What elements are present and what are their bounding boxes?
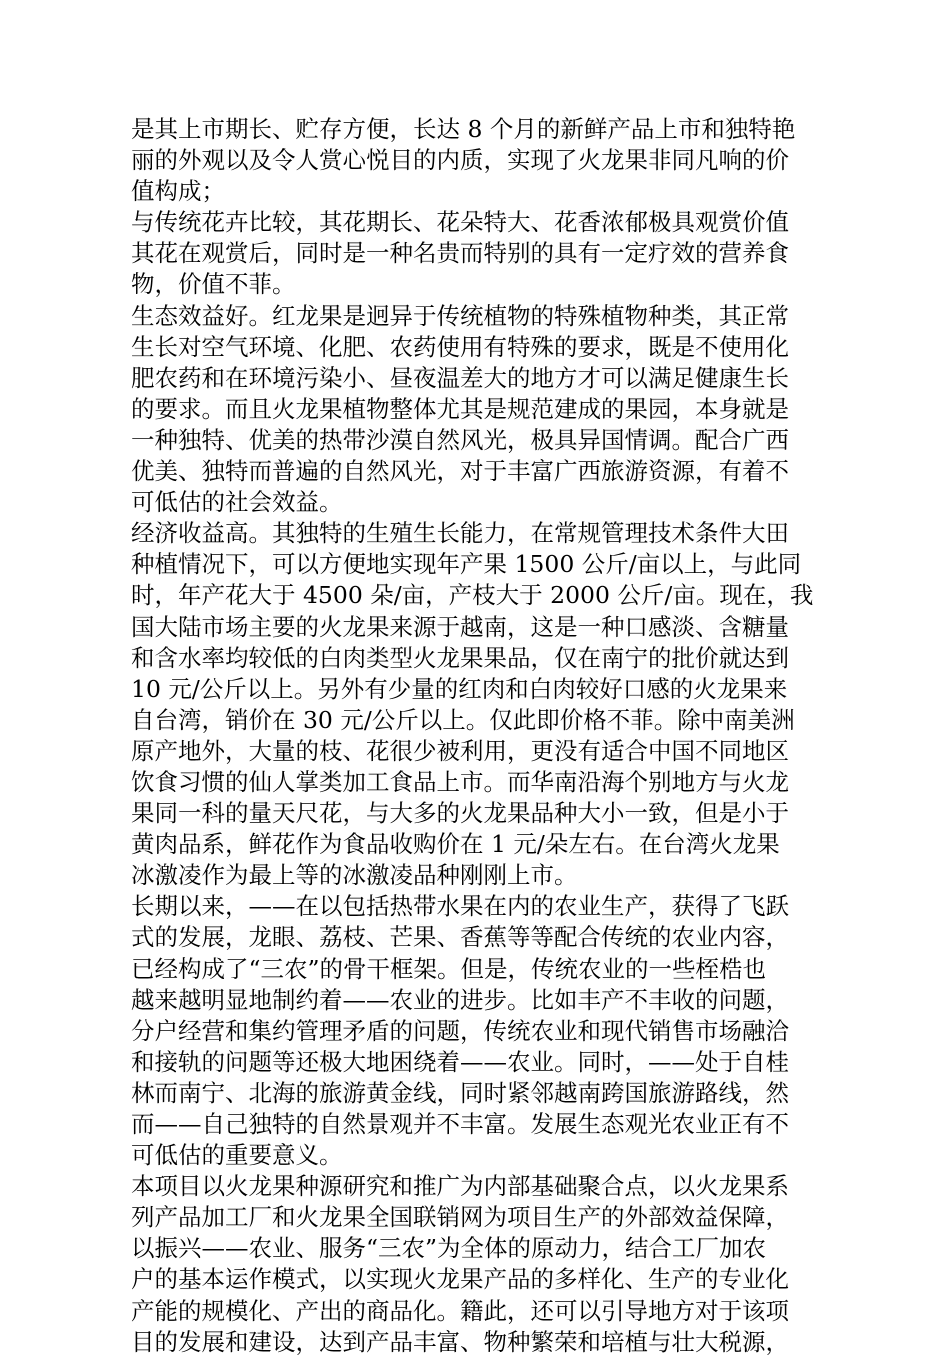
text-line: 式的发展，龙眼、荔枝、芒果、香蕉等等配合传统的农业内容， xyxy=(131,923,789,952)
text-line: 而——自己独特的自然景观并不丰富。发展生态观光农业正有不 xyxy=(131,1110,789,1138)
text-line: 是其上市期长、贮存方便，长达 8 个月的新鲜产品上市和独特艳 xyxy=(131,115,796,143)
text-line: 分户经营和集约管理矛盾的问题，传统农业和现代销售市场融洽 xyxy=(131,1016,789,1045)
text-line: 列产品加工厂和火龙果全国联销网为项目生产的外部效益保障， xyxy=(131,1203,789,1232)
document-body xyxy=(131,114,859,1358)
text-line: 丽的外观以及令人赏心悦目的内质，实现了火龙果非同凡响的价 xyxy=(131,146,789,175)
text-line: 经济收益高。其独特的生殖生长能力，在常规管理技术条件大田 xyxy=(131,519,789,548)
text-line: 以振兴——农业、服务“三农”为全体的原动力，结合工厂加农 xyxy=(131,1234,767,1263)
text-line: 的要求。而且火龙果植物整体尤其是规范建成的果园，本身就是 xyxy=(131,394,789,423)
text-line: 肥农药和在环境污染小、昼夜温差大的地方才可以满足健康生长 xyxy=(131,363,789,392)
text-line: 户的基本运作模式，以实现火龙果产品的多样化、生产的专业化 xyxy=(131,1265,789,1294)
text-line: 10 元/公斤以上。另外有少量的红肉和白肉较好口感的火龙果来 xyxy=(131,674,788,703)
text-line: 可低估的社会效益。 xyxy=(131,488,343,517)
text-line: 优美、独特而普遍的自然风光，对于丰富广西旅游资源，有着不 xyxy=(131,457,789,486)
text-line: 其花在观赏后，同时是一种名贵而特别的具有一定疗效的营养食 xyxy=(131,239,789,268)
text-line: 林而南宁、北海的旅游黄金线，同时紧邻越南跨国旅游路线，然 xyxy=(131,1078,789,1107)
text-line: 和含水率均较低的白肉类型火龙果果品，仅在南宁的批价就达到 xyxy=(131,643,789,672)
text-line: 长期以来，——在以包括热带水果在内的农业生产，获得了飞跃 xyxy=(131,892,789,921)
text-line: 果同一科的量天尺花，与大多的火龙果品种大小一致，但是小于 xyxy=(131,799,789,828)
text-line: 生态效益好。红龙果是迥异于传统植物的特殊植物种类，其正常 xyxy=(131,301,789,330)
text-line: 种植情况下，可以方便地实现年产果 1500 公斤/亩以上，与此同 xyxy=(131,550,802,579)
text-line: 产能的规模化、产出的商品化。籍此，还可以引导地方对于该项 xyxy=(131,1296,789,1325)
text-line: 和接轨的问题等还极大地困绕着——农业。同时，——处于自桂 xyxy=(131,1047,789,1076)
text-line: 可低估的重要意义。 xyxy=(131,1141,343,1170)
text-line: 时，年产花大于 4500 朵/亩，产枝大于 2000 公斤/亩。现在，我 xyxy=(131,581,814,610)
text-line: 生长对空气环境、化肥、农药使用有特殊的要求，既是不使用化 xyxy=(131,332,789,361)
text-line: 越来越明显地制约着——农业的进步。比如丰产不丰收的问题， xyxy=(131,985,789,1014)
text-line: 已经构成了“三农”的骨干框架。但是，传统农业的一些桎梏也 xyxy=(131,954,767,983)
text-line: 与传统花卉比较，其花期长、花朵特大、花香浓郁极具观赏价值 xyxy=(131,208,789,237)
text-line: 物，价值不菲。 xyxy=(131,270,296,299)
text-line: 本项目以火龙果种源研究和推广为内部基础聚合点，以火龙果系 xyxy=(131,1172,789,1201)
text-line: 冰激凌作为最上等的冰激凌品种刚刚上市。 xyxy=(131,861,578,890)
text-line: 国大陆市场主要的火龙果来源于越南，这是一种口感淡、含糖量 xyxy=(131,612,789,641)
text-line: 原产地外，大量的枝、花很少被利用，更没有适合中国不同地区 xyxy=(131,736,789,765)
text-line: 值构成； xyxy=(131,177,225,206)
text-line: 一种独特、优美的热带沙漠自然风光，极具异国情调。配合广西 xyxy=(131,425,789,454)
text-line: 饮食习惯的仙人掌类加工食品上市。而华南沿海个别地方与火龙 xyxy=(131,767,789,796)
text-line: 目的发展和建设，达到产品丰富、物种繁荣和培植与壮大税源， xyxy=(131,1327,789,1356)
text-line: 自台湾，销价在 30 元/公斤以上。仅此即价格不菲。除中南美洲 xyxy=(131,705,795,734)
text-line: 黄肉品系，鲜花作为食品收购价在 1 元/朵左右。在台湾火龙果 xyxy=(131,830,780,859)
